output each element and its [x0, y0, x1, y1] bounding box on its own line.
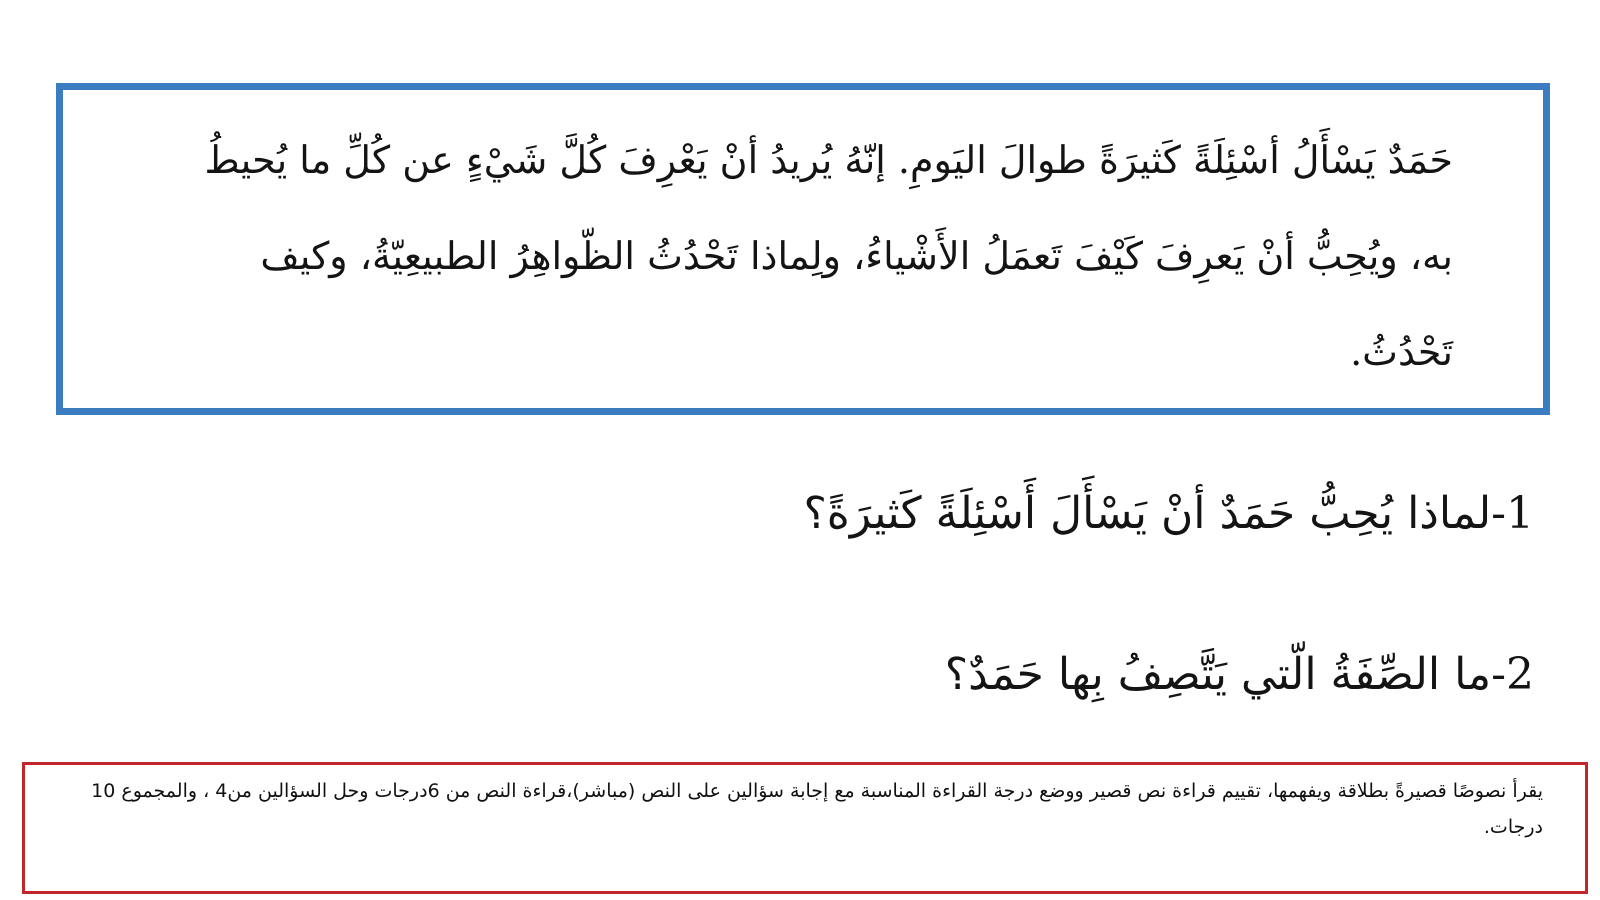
question-2: 2-ما الصِّفَةُ الّتي يَتَّصِفُ بِها حَمَدٌ؟ — [944, 649, 1534, 700]
reading-passage-box — [56, 83, 1550, 415]
assessment-criteria-box — [22, 762, 1588, 894]
reading-passage-text: حَمَدٌ يَسْأَلُ أسْئِلَةً كَثيرَةً طوالَ اليَومِ. إنّهُ يُريدُ أنْ يَعْرِفَ كُلَّ شَيْءٍ عن كُلِّ ما يُحيطُ به، ويُحِبُّ أنْ يَعرِفَ كَيْفَ تَعمَلُ الأَشْياءُ، ولِماذا تَحْدُثُ الظّواهِرُ الطبيعِيّةُ، وكيف تَحْدُثُ. — [204, 138, 1453, 374]
assessment-criteria-text: يقرأ نصوصًا قصيرةً بطلاقة ويفهمها، تقييم قراءة نص قصير ووضع درجة القراءة المناسبة مع إجابة سؤالين على النص (مباشر)،قراءة النص من 6درجات وحل السؤالين من4 ، والمجموع 10 درجات. — [91, 780, 1543, 838]
question-1: 1-لماذا يُحِبُّ حَمَدٌ أنْ يَسْأَلَ أَسْئِلَةً كَثيرَةً؟ — [803, 488, 1534, 539]
